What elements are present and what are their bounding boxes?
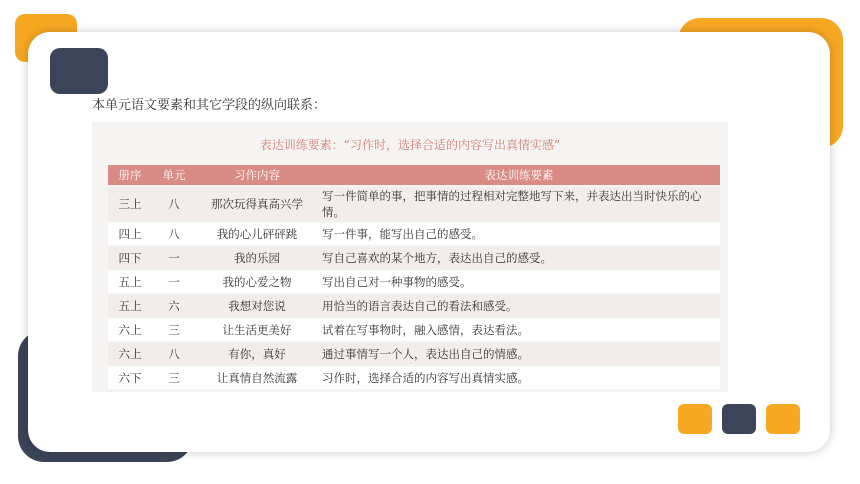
table-header-row [108,165,720,185]
decor-orange-square [678,404,712,434]
cell-writing-content: 那次玩得真高兴学 [196,187,318,221]
cell-expression-element: 试着在写事物时，融入感情，表达看法。 [318,319,720,341]
cell-unit: 八 [152,187,196,221]
table-row [108,367,720,389]
cell-volume: 四上 [108,223,152,245]
table-subtitle: 表达训练要素：“习作时，选择合适的内容写出真情实感” [259,138,561,152]
cell-expression-element: 通过事情写一个人，表达出自己的情感。 [318,343,720,365]
decor-navy-square [722,404,756,434]
table-image [92,122,728,392]
cell-expression-element: 习作时，选择合适的内容写出真情实感。 [318,367,720,389]
cell-volume: 四下 [108,247,152,269]
cell-unit: 八 [152,343,196,365]
cell-expression-element: 写出自己对一种事物的感受。 [318,271,720,293]
table-row [108,343,720,365]
intro-text: 本单元语文要素和其它学段的纵向联系： [92,98,327,113]
cell-unit: 六 [152,295,196,317]
elements-table [108,163,720,391]
cell-expression-element: 写一件简单的事，把事情的过程相对完整地写下来，并表达出当时快乐的心情。 [318,187,720,221]
header-writing-content: 习作内容 [196,165,318,185]
cell-expression-element: 用恰当的语言表达自己的看法和感受。 [318,295,720,317]
cell-writing-content: 让真情自然流露 [196,367,318,389]
cell-writing-content: 我的心爱之物 [196,271,318,293]
cell-unit: 一 [152,247,196,269]
cell-volume: 六上 [108,343,152,365]
cell-expression-element: 写一件事，能写出自己的感受。 [318,223,720,245]
table-row [108,223,720,245]
cell-unit: 三 [152,319,196,341]
header-expression-element: 表达训练要素 [318,165,720,185]
cell-writing-content: 我的乐园 [196,247,318,269]
table-row [108,247,720,269]
cell-volume: 三上 [108,187,152,221]
cell-volume: 五上 [108,271,152,293]
cell-volume: 五上 [108,295,152,317]
cell-writing-content: 我想对您说 [196,295,318,317]
cell-unit: 一 [152,271,196,293]
decor-orange-square [766,404,800,434]
cell-expression-element: 写自己喜欢的某个地方，表达出自己的感受。 [318,247,720,269]
decor-navy-block-top-left [50,48,108,94]
table-row [108,187,720,221]
cell-writing-content: 有你，真好 [196,343,318,365]
cell-volume: 六上 [108,319,152,341]
cell-volume: 六下 [108,367,152,389]
cell-unit: 八 [152,223,196,245]
table-row [108,295,720,317]
cell-writing-content: 我的心儿砰砰跳 [196,223,318,245]
table-row [108,271,720,293]
header-unit: 单元 [152,165,196,185]
cell-unit: 三 [152,367,196,389]
header-volume: 册序 [108,165,152,185]
cell-writing-content: 让生活更美好 [196,319,318,341]
table-row [108,319,720,341]
